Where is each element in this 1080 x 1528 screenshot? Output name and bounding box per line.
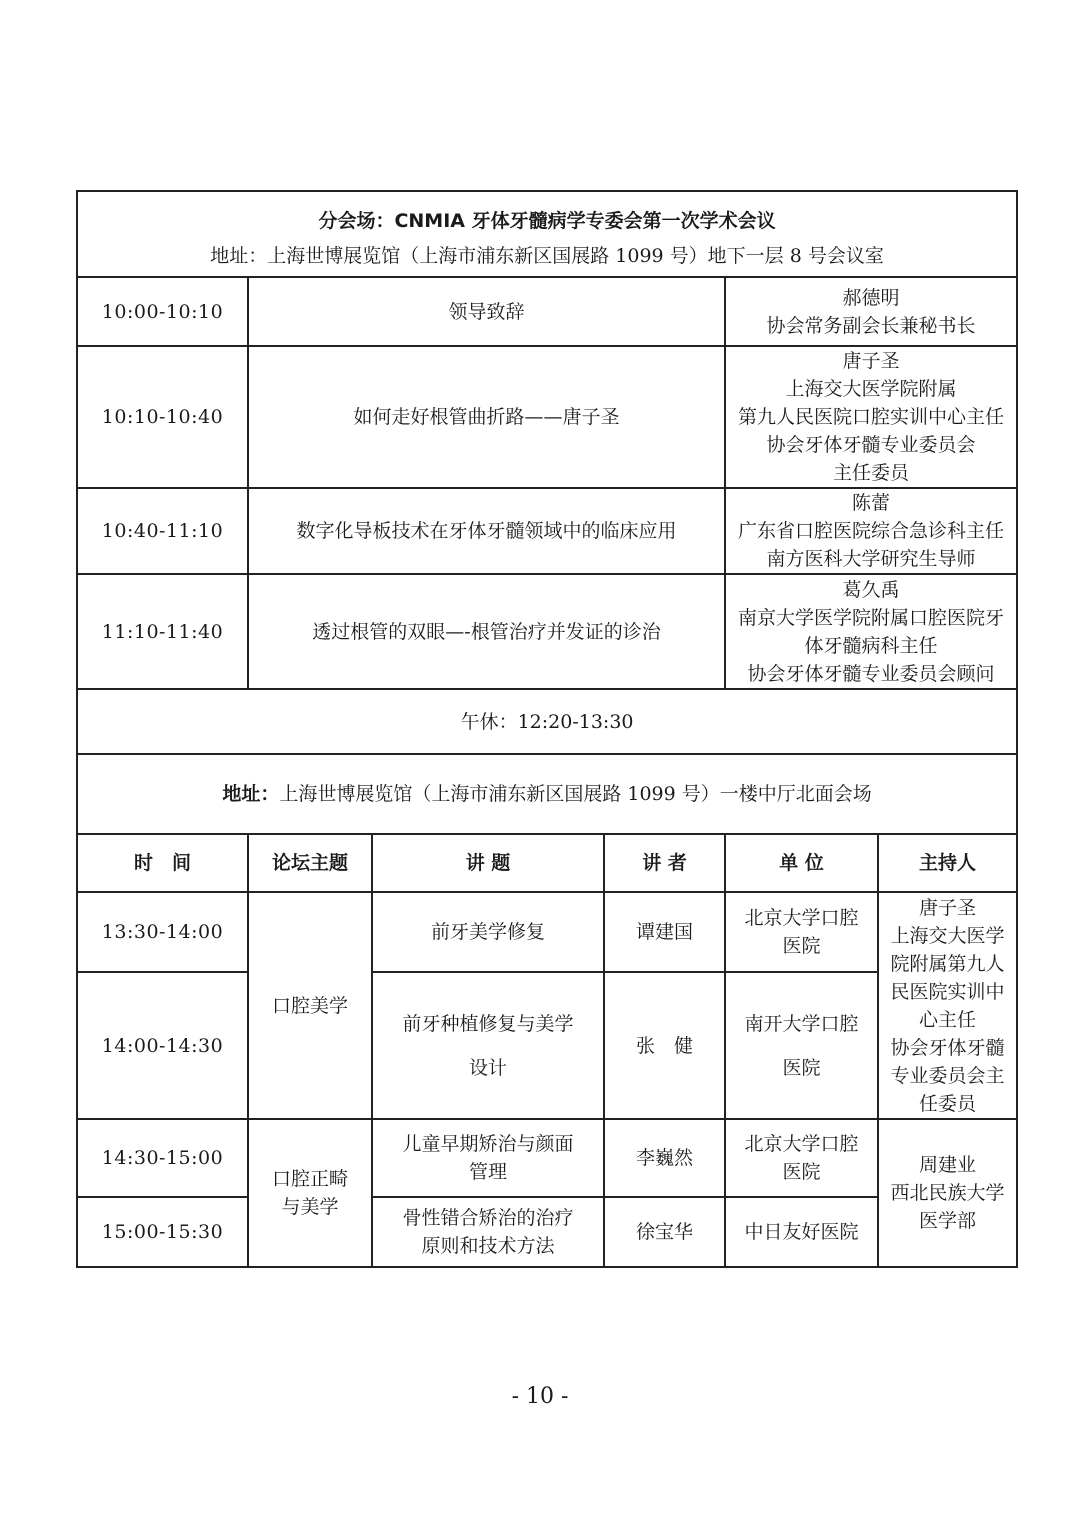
forum-theme: 口腔美学	[248, 892, 372, 1119]
table-row	[77, 1197, 1017, 1267]
speaker-cell: 徐宝华	[604, 1197, 725, 1267]
speaker-name: 郝德明	[842, 286, 900, 309]
speaker-title: 南京大学医学院附属口腔医院牙	[738, 606, 1005, 629]
unit-cell	[725, 972, 878, 1119]
host-cell	[878, 892, 1017, 1119]
host-title: 医学部	[919, 1210, 977, 1232]
unit-cell	[725, 1197, 878, 1267]
speaker-cell: 张 健	[604, 972, 725, 1119]
host-title: 西北民族大学	[890, 1182, 1005, 1204]
host-title: 院附属第九人	[890, 952, 1005, 975]
topic-cell	[372, 892, 604, 972]
table-row	[77, 892, 1017, 972]
speaker-name: 唐子圣	[842, 350, 900, 372]
time-cell: 10:00-10:10	[77, 277, 248, 346]
host-title: 民医院实训中	[890, 980, 1005, 1003]
header-time: 时 间	[77, 834, 248, 892]
speaker-title: 广东省口腔医院综合急诊科主任	[738, 520, 1005, 542]
table-row	[77, 574, 1017, 689]
time-cell: 10:40-11:10	[77, 488, 248, 574]
speaker-title: 主任委员	[833, 462, 910, 484]
time-cell: 14:30-15:00	[77, 1119, 248, 1197]
speaker-title: 协会牙体牙髓专业委员会顾问	[747, 662, 995, 685]
page-number: - 10 -	[511, 1384, 569, 1409]
speaker-title: 上海交大医学院附属	[785, 378, 957, 400]
header-topic: 讲 题	[372, 834, 604, 892]
topic-cell: 数字化导板技术在牙体牙髓领域中的临床应用	[248, 488, 725, 574]
speaker-name: 葛久禹	[842, 578, 900, 601]
topic-cell: 领导致辞	[248, 277, 725, 346]
speaker-cell: 李巍然	[604, 1119, 725, 1197]
table-row	[77, 346, 1017, 488]
table-row	[77, 488, 1017, 574]
speaker-title: 南方医科大学研究生导师	[766, 548, 976, 570]
speaker-cell: 谭建国	[604, 892, 725, 972]
topic-line: 前牙种植修复与美学	[402, 1012, 574, 1035]
theme-line: 口腔正畸	[271, 1168, 348, 1190]
table-row	[77, 277, 1017, 346]
time-cell: 14:00-14:30	[77, 972, 248, 1119]
table-row	[77, 1119, 1017, 1197]
host-title: 任委员	[919, 1092, 977, 1115]
topic-line: 管理	[468, 1161, 507, 1183]
unit-cell	[725, 1119, 878, 1197]
lunch-break: 午休：12:20-13:30	[77, 689, 1017, 754]
host-cell	[878, 1119, 1017, 1267]
session-header	[77, 191, 1017, 277]
speaker-cell	[725, 574, 1017, 689]
host-title: 协会牙体牙髓	[890, 1036, 1005, 1059]
topic-line: 儿童早期矫治与颜面	[402, 1133, 574, 1155]
forum-theme	[248, 1119, 372, 1267]
theme-line: 与美学	[281, 1196, 339, 1218]
time-cell: 10:10-10:40	[77, 346, 248, 488]
address-label: 地址：	[222, 783, 280, 805]
topic-line: 骨性错合矫治的治疗	[402, 1207, 574, 1229]
unit-line: 南开大学口腔	[744, 1012, 859, 1035]
topic-cell	[372, 1119, 604, 1197]
unit-line: 医院	[782, 935, 821, 957]
topic-line: 设计	[468, 1056, 507, 1079]
speaker-title: 协会常务副会长兼秘书长	[766, 314, 976, 337]
unit-line: 医院	[782, 1161, 821, 1183]
speaker-cell	[725, 277, 1017, 346]
topic-cell: 透过根管的双眼—-根管治疗并发证的诊治	[248, 574, 725, 689]
speaker-name: 陈蕾	[852, 492, 891, 514]
address-text: 上海世博展览馆（上海市浦东新区国展路 1099 号）一楼中厅北面会场	[279, 783, 872, 805]
time-cell: 11:10-11:40	[77, 574, 248, 689]
session-title: 分会场：CNMIA 牙体牙髓病学专委会第一次学术会议	[318, 210, 776, 232]
speaker-title: 体牙髓病科主任	[804, 634, 938, 657]
unit-cell	[725, 892, 878, 972]
header-host: 主持人	[878, 834, 1017, 892]
topic-cell	[372, 1197, 604, 1267]
host-title: 专业委员会主	[890, 1064, 1005, 1087]
header-theme: 论坛主题	[248, 834, 372, 892]
topic-line: 前牙美学修复	[430, 921, 545, 943]
afternoon-address	[77, 754, 1017, 834]
speaker-cell	[725, 488, 1017, 574]
topic-cell	[372, 972, 604, 1119]
host-name: 唐子圣	[919, 896, 977, 919]
session-address: 地址：上海世博展览馆（上海市浦东新区国展路 1099 号）地下一层 8 号会议室	[210, 245, 884, 267]
unit-line: 北京大学口腔	[744, 907, 859, 929]
speaker-title: 第九人民医院口腔实训中心主任	[738, 406, 1005, 428]
header-unit: 单 位	[725, 834, 878, 892]
speaker-cell	[725, 346, 1017, 488]
unit-line: 医院	[782, 1056, 821, 1079]
host-title: 上海交大医学	[890, 924, 1005, 947]
topic-line: 原则和技术方法	[421, 1235, 555, 1257]
table-row	[77, 972, 1017, 1119]
topic-cell: 如何走好根管曲折路——唐子圣	[248, 346, 725, 488]
host-title: 心主任	[919, 1008, 977, 1031]
host-name: 周建业	[919, 1154, 977, 1176]
header-speaker: 讲 者	[604, 834, 725, 892]
speaker-title: 协会牙体牙髓专业委员会	[766, 434, 976, 456]
unit-line: 中日友好医院	[744, 1221, 859, 1243]
time-cell: 15:00-15:30	[77, 1197, 248, 1267]
time-cell: 13:30-14:00	[77, 892, 248, 972]
header-row	[77, 834, 1017, 892]
schedule-table	[76, 190, 1018, 1268]
unit-line: 北京大学口腔	[744, 1133, 859, 1155]
